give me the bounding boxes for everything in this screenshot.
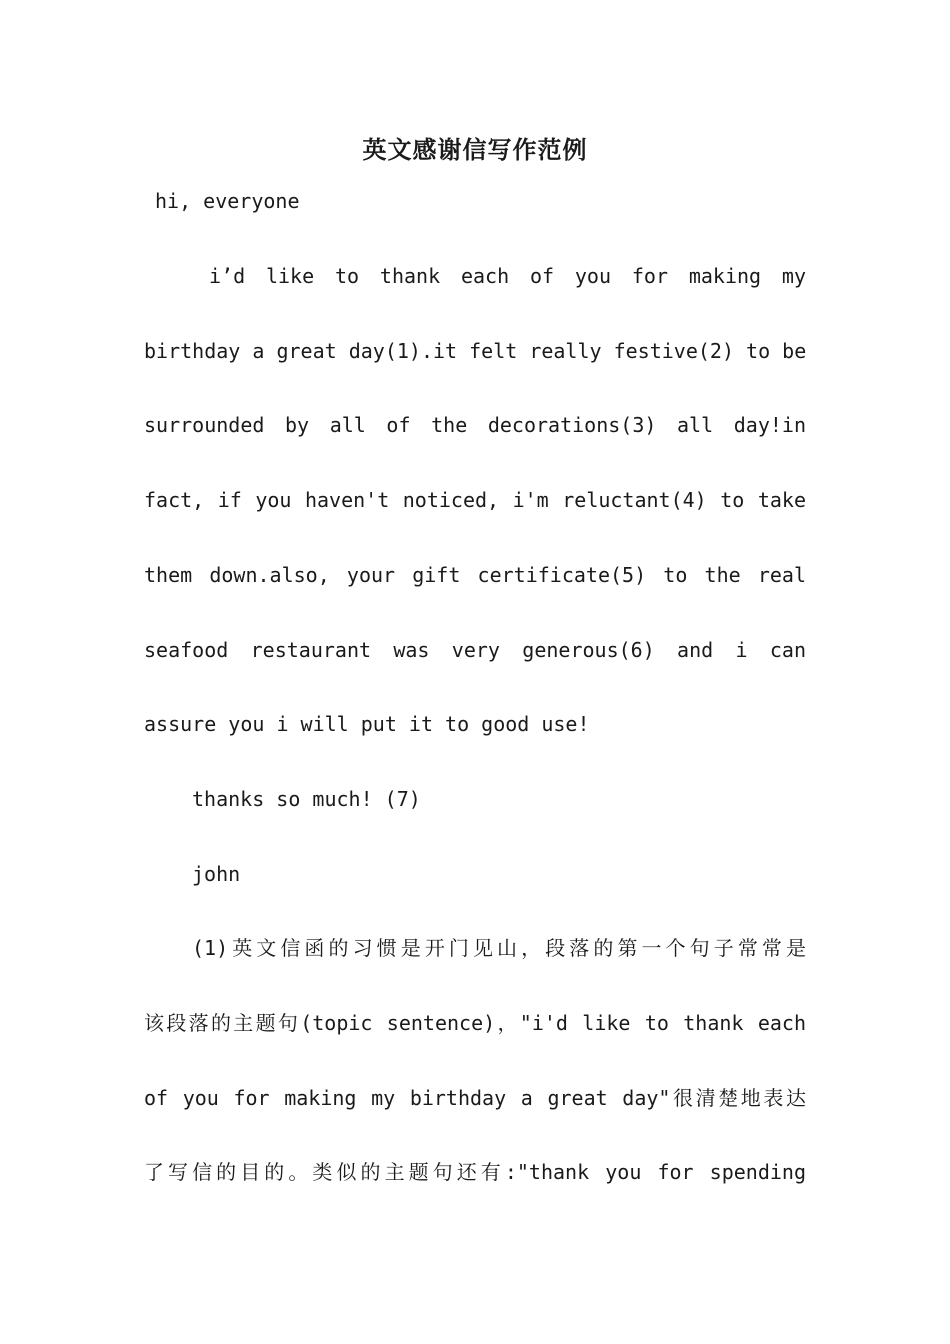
letter-line-3: surrounded by all of the decorations(3) all day!in: [144, 413, 806, 437]
letter-line-5: them down.also, your gift certificate(5) to the real: [144, 563, 806, 587]
note-line-3: of you for making my birthday a great day"很清楚地表达: [144, 1086, 806, 1110]
signature-line: john: [192, 862, 241, 886]
document-title: 英文感谢信写作范例: [362, 135, 588, 164]
letter-line-7: assure you i will put it to good use!: [144, 712, 590, 736]
note-line-2: 该段落的主题句(topic sentence)，"i'd like to thank each: [144, 1011, 806, 1035]
letter-line-1: i’d like to thank each of you for making my: [209, 264, 806, 288]
greeting-line: hi, everyone: [155, 189, 300, 213]
note-line-4: 了写信的目的。类似的主题句还有:"thank you for spending: [144, 1160, 806, 1184]
note-line-1: (1)英文信函的习惯是开门见山，段落的第一个句子常常是: [192, 936, 806, 960]
letter-line-2: birthday a great day(1).it felt really festive(2) to be: [144, 339, 807, 363]
letter-line-4: fact, if you haven't noticed, i'm reluctant(4) to take: [144, 488, 806, 512]
closing-line: thanks so much! (7): [192, 787, 421, 811]
letter-line-6: seafood restaurant was very generous(6) and i can: [144, 638, 806, 662]
